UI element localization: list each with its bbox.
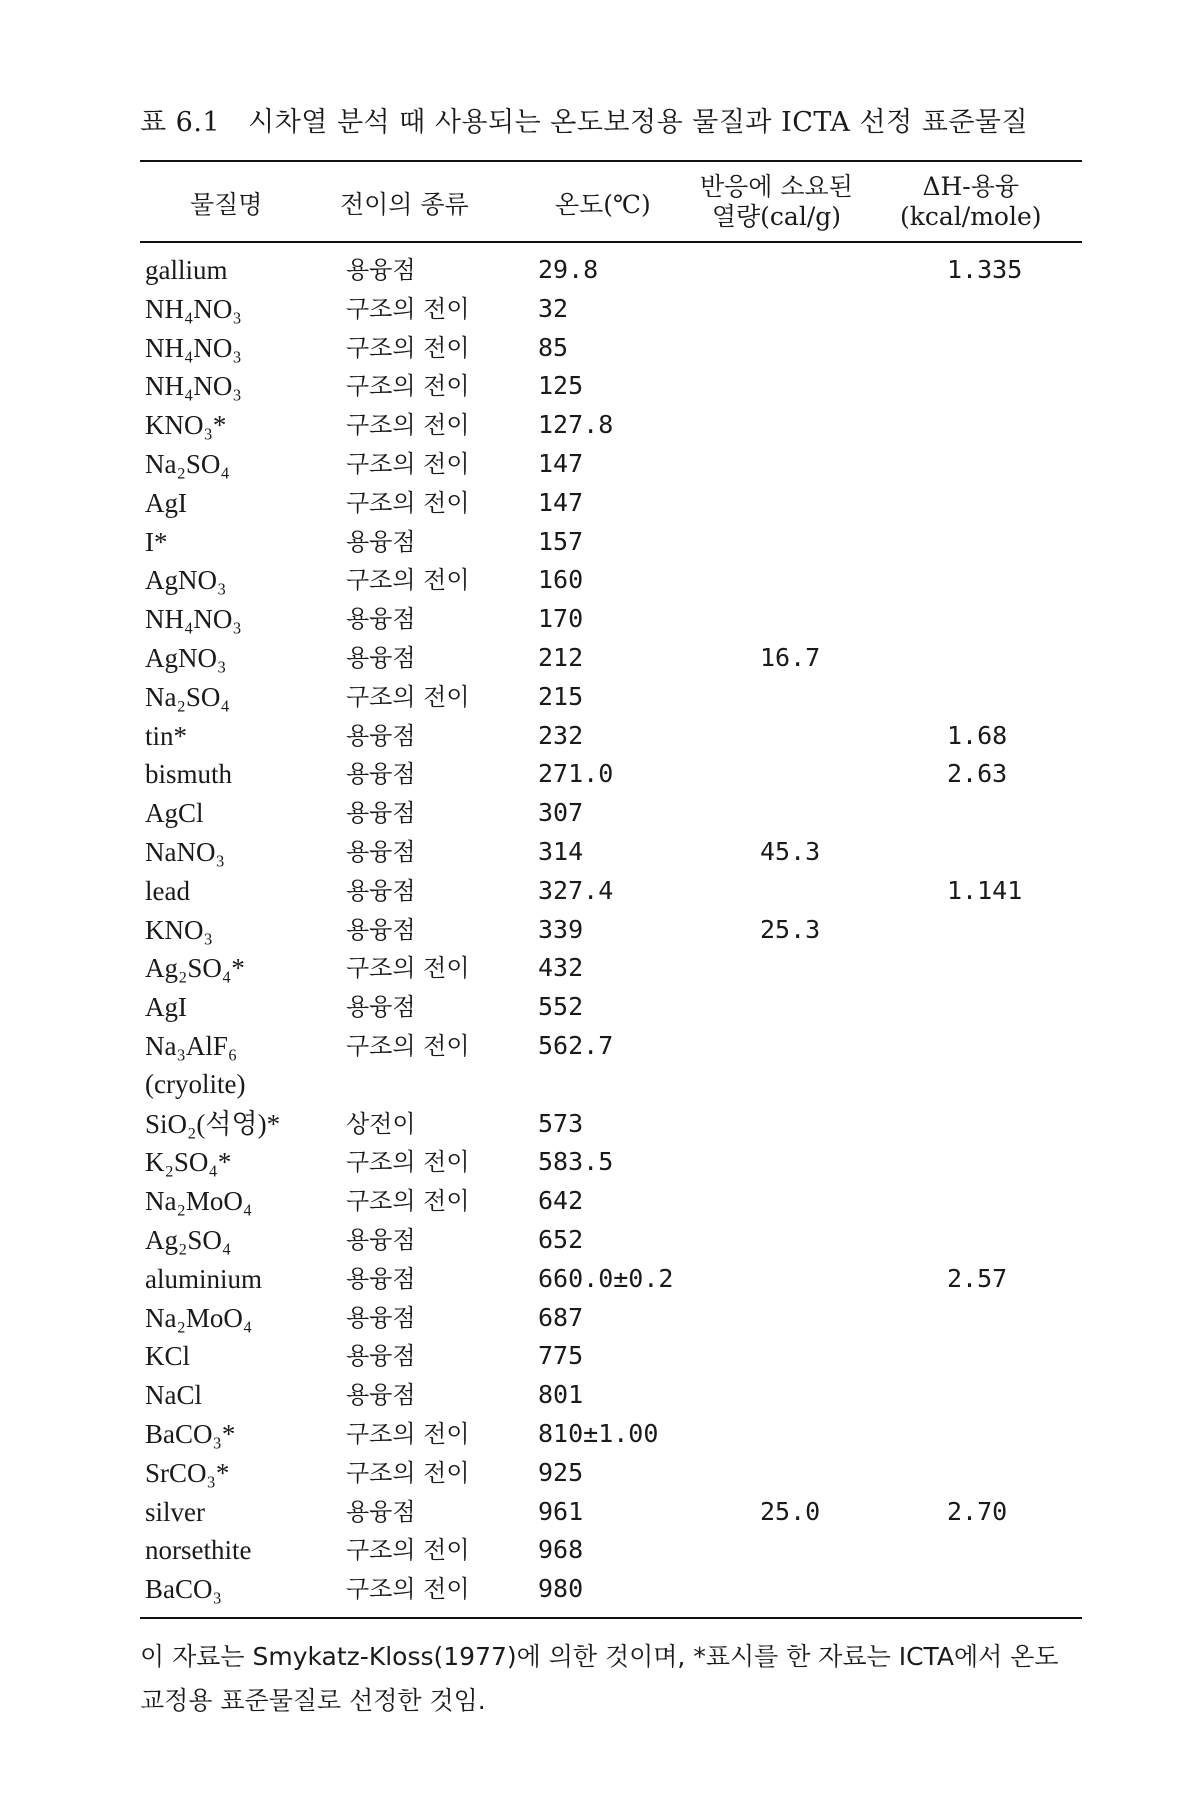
cell-temperature: 170 <box>538 604 584 634</box>
cell-transition-type: 용융점 <box>346 256 416 284</box>
cell-material-name: NH₄NO₃ <box>145 604 242 635</box>
cell-material-name: Na₂MoO₄ <box>145 1186 253 1217</box>
table-row <box>0 1027 1200 1099</box>
cell-temperature: 432 <box>538 953 584 983</box>
cell-temperature: 160 <box>538 565 584 595</box>
cell-temperature: 127.8 <box>538 410 614 440</box>
cell-material-name: tin* <box>145 720 188 751</box>
table-title: 시차열 분석 때 사용되는 온도보정용 물질과 ICTA 선정 표준물질 <box>248 107 1029 138</box>
cell-transition-type: 구조의 전이 <box>346 1536 470 1565</box>
cell-material-name: Na₃AlF₆ <box>145 1031 238 1061</box>
cell-temperature: 147 <box>538 449 584 478</box>
table-row <box>0 755 1200 793</box>
cell-temperature: 562.7 <box>538 1031 614 1060</box>
cell-temperature: 660.0±0.2 <box>538 1263 674 1293</box>
table-row <box>0 1299 1200 1337</box>
cell-material-name: Ag₂SO₄* <box>145 953 245 984</box>
cell-material-name: Ag₂SO₄ <box>145 1225 232 1255</box>
cell-material-name: KNO₃ <box>145 914 213 945</box>
cell-temperature: 212 <box>538 643 584 672</box>
cell-transition-type: 구조의 전이 <box>346 566 470 595</box>
table-row <box>0 1454 1200 1492</box>
cell-temperature: 339 <box>538 914 584 944</box>
cell-temperature: 32 <box>538 293 569 323</box>
cell-temperature: 980 <box>538 1574 584 1604</box>
cell-temperature: 925 <box>538 1457 584 1487</box>
table-row <box>0 911 1200 949</box>
cell-material-name: bismuth <box>145 759 233 790</box>
cell-temperature: 327.4 <box>538 875 614 905</box>
cell-material-name: SiO₂(석영)* <box>145 1108 281 1139</box>
cell-transition-type: 구조의 전이 <box>346 411 470 440</box>
cell-material-name: Na₂SO₄ <box>145 681 230 712</box>
cell-temperature: 968 <box>538 1535 584 1565</box>
cell-temperature: 642 <box>538 1186 584 1216</box>
cell-transition-type: 용융점 <box>346 993 416 1022</box>
cell-transition-type: 용융점 <box>346 1497 416 1526</box>
cell-temperature: 961 <box>538 1496 584 1526</box>
cell-heat: 16.7 <box>760 643 821 672</box>
table-row <box>0 1531 1200 1569</box>
cell-transition-type: 구조의 전이 <box>346 450 470 478</box>
table-row <box>0 1105 1200 1143</box>
cell-transition-type: 구조의 전이 <box>346 1032 470 1060</box>
table-row <box>0 988 1200 1026</box>
table-row <box>0 949 1200 987</box>
cell-transition-type: 용융점 <box>346 876 416 905</box>
cell-transition-type: 구조의 전이 <box>346 1458 470 1487</box>
header-heat-line1: 반응에 소요된 <box>700 172 853 201</box>
table-row <box>0 1415 1200 1453</box>
cell-material-name: AgI <box>145 992 187 1023</box>
cell-material-name: KNO₃* <box>145 410 227 441</box>
cell-heat: 25.0 <box>760 1496 821 1526</box>
cell-material-name: I* <box>145 526 168 557</box>
cell-transition-type: 용융점 <box>346 527 416 556</box>
cell-heat: 25.3 <box>760 914 821 944</box>
table-bottom-rule <box>140 1617 1082 1619</box>
cell-transition-type: 상전이 <box>346 1109 416 1138</box>
cell-temperature: 652 <box>538 1225 584 1254</box>
cell-material-name: BaCO₃* <box>145 1419 236 1449</box>
cell-material-name: silver <box>145 1496 205 1527</box>
cell-material-name: gallium <box>145 255 228 285</box>
cell-transition-type: 용융점 <box>346 838 416 866</box>
cell-delta-h: 2.57 <box>947 1263 1008 1293</box>
header-dh-line2: (kcal/mole) <box>900 202 1042 231</box>
cell-transition-type: 구조의 전이 <box>346 682 470 711</box>
cell-temperature: 29.8 <box>538 255 599 284</box>
table-row <box>0 1376 1200 1414</box>
table-row <box>0 1260 1200 1298</box>
table-row <box>0 561 1200 599</box>
table-row <box>0 484 1200 522</box>
cell-temperature: 215 <box>538 681 584 711</box>
cell-temperature: 573 <box>538 1108 584 1138</box>
cell-material-name: NH₄NO₃ <box>145 293 242 324</box>
header-transition: 전이의 종류 <box>340 190 469 219</box>
cell-material-name: AgCl <box>145 798 204 829</box>
cell-material-name: norsethite <box>145 1535 252 1566</box>
cell-temperature: 775 <box>538 1341 584 1371</box>
cell-material-name: K₂SO₄* <box>145 1147 232 1178</box>
cell-delta-h: 1.141 <box>947 875 1023 905</box>
cell-material-name: SrCO₃* <box>145 1457 230 1488</box>
header-heat-line2: 열량(cal/g) <box>711 202 841 231</box>
table-row <box>0 290 1200 328</box>
cell-temperature: 552 <box>538 992 584 1022</box>
cell-temperature: 810±1.00 <box>538 1419 659 1448</box>
cell-transition-type: 용융점 <box>346 1303 416 1332</box>
cell-transition-type: 용융점 <box>346 605 416 634</box>
cell-transition-type: 구조의 전이 <box>346 1187 470 1216</box>
cell-delta-h: 1.335 <box>947 255 1023 284</box>
cell-material-name: NaCl <box>145 1380 202 1411</box>
cell-transition-type: 구조의 전이 <box>346 1148 470 1177</box>
cell-transition-type: 용융점 <box>346 760 416 789</box>
table-row <box>0 1570 1200 1608</box>
cell-material-name: Na₂MoO₄ <box>145 1302 253 1333</box>
header-name: 물질명 <box>190 190 263 219</box>
cell-material-name: NaNO₃ <box>145 837 225 867</box>
table-row <box>0 251 1200 289</box>
table-row <box>0 329 1200 367</box>
cell-transition-type: 구조의 전이 <box>346 372 470 401</box>
cell-temperature: 147 <box>538 487 584 517</box>
cell-material-name: NH₄NO₃ <box>145 371 242 402</box>
cell-transition-type: 용융점 <box>346 1264 416 1293</box>
cell-temperature: 583.5 <box>538 1147 614 1177</box>
cell-material-name: Na₂SO₄ <box>145 449 230 479</box>
cell-material-name: BaCO₃ <box>145 1574 222 1605</box>
table-row <box>0 639 1200 677</box>
cell-material-name: AgNO₃ <box>145 565 227 596</box>
cell-delta-h: 2.63 <box>947 759 1008 789</box>
cell-material-alias: (cryolite) <box>145 1069 246 1099</box>
cell-transition-type: 구조의 전이 <box>346 488 470 517</box>
cell-temperature: 801 <box>538 1380 584 1410</box>
table-row <box>0 1221 1200 1259</box>
cell-transition-type: 구조의 전이 <box>346 1575 470 1604</box>
cell-transition-type: 용융점 <box>346 721 416 750</box>
header-dh-line1: ΔH-용융 <box>922 172 1020 201</box>
table-number: 표 6.1 <box>140 107 221 138</box>
cell-material-name: AgNO₃ <box>145 643 227 673</box>
cell-material-name: aluminium <box>145 1263 262 1294</box>
cell-material-name: KCl <box>145 1341 191 1372</box>
table-row <box>0 600 1200 638</box>
cell-transition-type: 용융점 <box>346 799 416 828</box>
cell-temperature: 125 <box>538 371 584 401</box>
table-row <box>0 794 1200 832</box>
table-row <box>0 833 1200 871</box>
cell-material-name: lead <box>145 875 190 906</box>
cell-transition-type: 용융점 <box>346 644 416 672</box>
table-row <box>0 367 1200 405</box>
table-row <box>0 872 1200 910</box>
cell-transition-type: 구조의 전이 <box>346 294 470 323</box>
table-row <box>0 406 1200 444</box>
cell-transition-type: 구조의 전이 <box>346 333 470 362</box>
cell-transition-type: 용융점 <box>346 1226 416 1254</box>
cell-delta-h: 2.70 <box>947 1496 1008 1526</box>
cell-transition-type: 용융점 <box>346 1381 416 1410</box>
cell-transition-type: 구조의 전이 <box>346 1420 470 1448</box>
table-row <box>0 445 1200 483</box>
cell-transition-type: 구조의 전이 <box>346 954 470 983</box>
cell-material-name: NH₄NO₃ <box>145 332 242 363</box>
cell-transition-type: 용융점 <box>346 1342 416 1371</box>
table-row <box>0 678 1200 716</box>
header-temperature: 온도(℃) <box>555 190 651 219</box>
table-row <box>0 1337 1200 1375</box>
table-row <box>0 1143 1200 1181</box>
table-row <box>0 523 1200 561</box>
table-row <box>0 1493 1200 1531</box>
cell-temperature: 232 <box>538 720 584 750</box>
table-row <box>0 717 1200 755</box>
cell-material-name: AgI <box>145 487 187 518</box>
cell-temperature: 307 <box>538 798 584 828</box>
cell-temperature: 271.0 <box>538 759 614 789</box>
cell-delta-h: 1.68 <box>947 720 1008 750</box>
cell-temperature: 314 <box>538 837 584 866</box>
cell-temperature: 157 <box>538 526 584 556</box>
cell-heat: 45.3 <box>760 837 821 866</box>
cell-transition-type: 용융점 <box>346 915 416 944</box>
table-row <box>0 1182 1200 1220</box>
cell-temperature: 687 <box>538 1302 584 1332</box>
table-footnote: 이 자료는 Smykatz-Kloss(1977)에 의한 것이며, *표시를 한 자료는 ICTA에서 온도 교정용 표준물질로 선정한 것임. <box>140 1642 1059 1715</box>
cell-temperature: 85 <box>538 332 569 362</box>
